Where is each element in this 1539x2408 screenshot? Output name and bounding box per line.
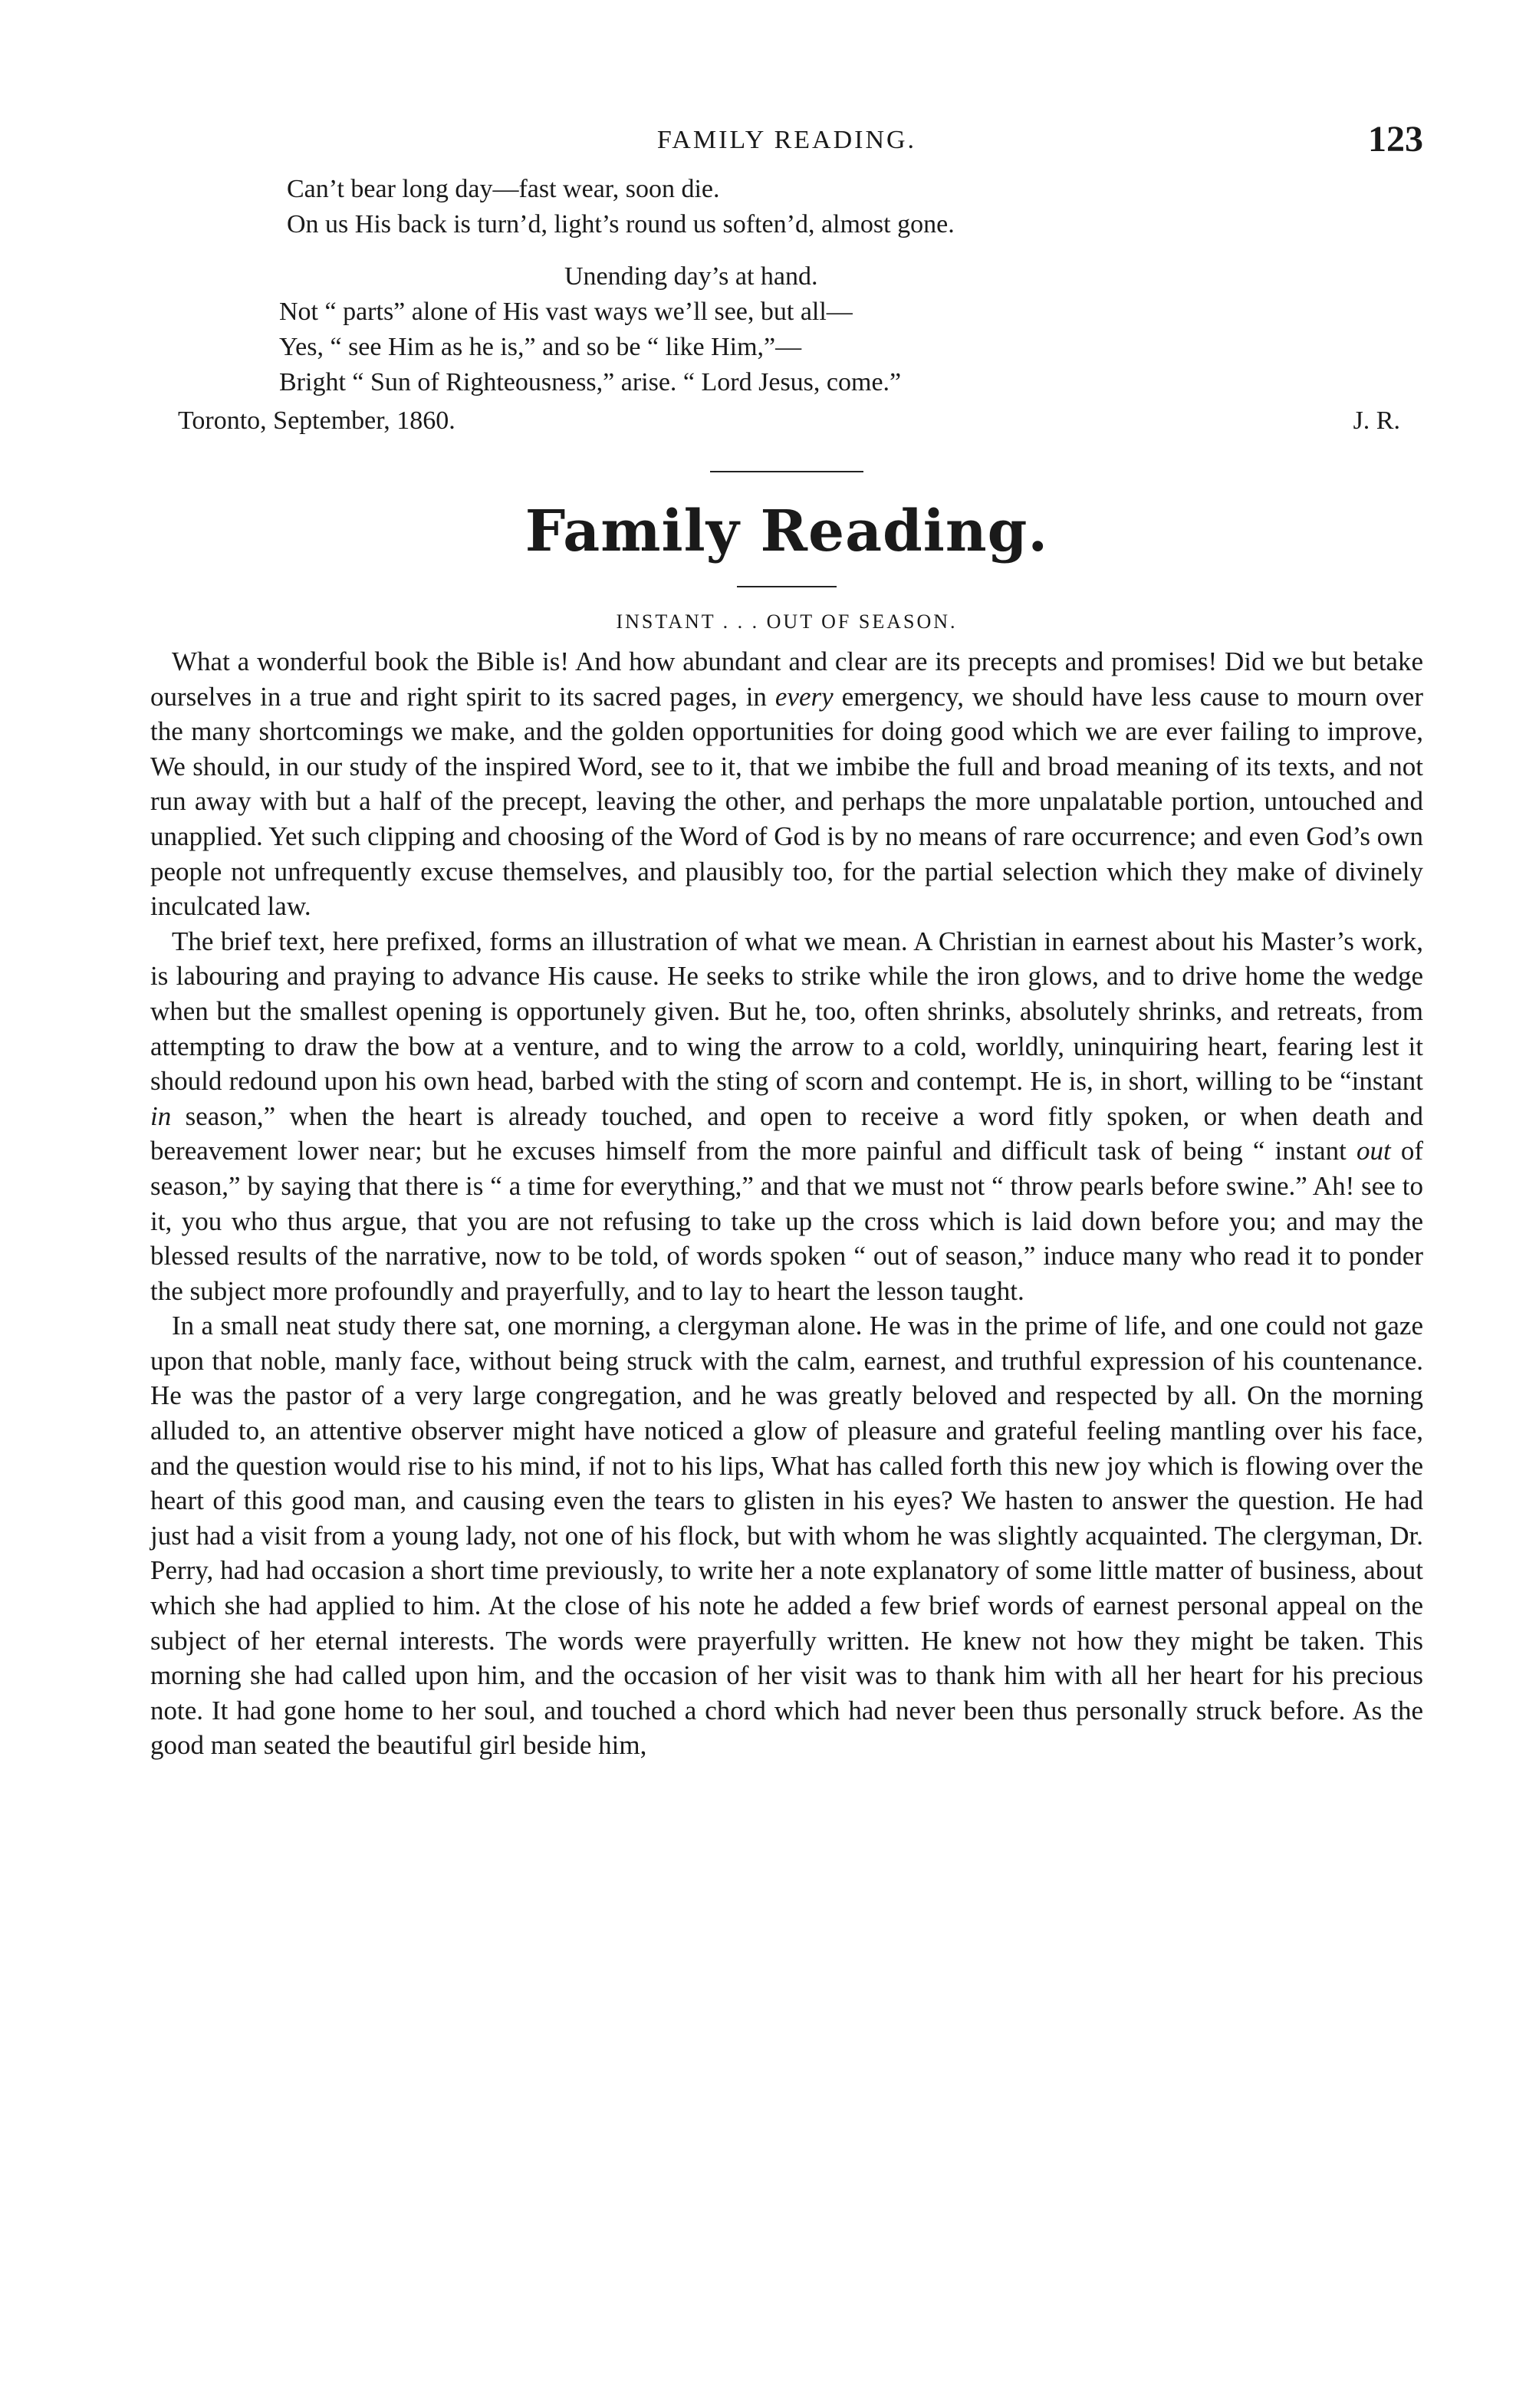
place-date: Toronto, September, 1860. [178,406,455,435]
divider-rule-short [737,586,837,587]
poem-line: Bright “ Sun of Righteousness,” arise. “ Lord Jesus, come.” [279,368,902,396]
poem-line: On us His back is turn’d, light’s round us soften’d, almost gone. [287,210,955,238]
page-number: 123 [1368,119,1423,160]
running-header [150,115,1423,161]
poem-fragment [150,172,1423,400]
article-heading: INSTANT . . . OUT OF SEASON. [616,610,958,633]
paragraph: The brief text, here prefixed, forms an illustration of what we mean. A Christian in earnest about his Master’s work, is labouring and praying to advance His cause. He seeks to strike while the iron glows, and to drive home the wedge when but the smallest opening is opportunely given. But he, too, often shrinks, absolutely shrinks, and retreats, from attempting to draw the bow at a venture, and to wing the arrow to a cold, worldly, uninquiring heart, fearing lest it should redound upon his own head, barbed with the sting of scorn and contempt. He is, in short, willing to be “instant in season,” when the heart is already touched, and open to receive a word fitly spoken, or when death and bereavement lower near; but he excuses himself from the more painful and difficult task of being “ instant out of season,” by saying that there is “ a time for everything,” and that we must not “ throw pearls before swine.” Ah! see to it, you who thus argue, that you are not refusing to take up the cross which is laid down before you; and may the blessed results of the narrative, now to be told, of words spoken “ out of season,” induce many who read it to ponder the subject more profoundly and prayerfully, and to lay to heart the lesson taught. [150,926,1424,1306]
article-body [150,644,1423,1763]
poem-line: Not “ parts” alone of His vast ways we’ll see, but all— [279,298,853,326]
paragraph: What a wonderful book the Bible is! And how abundant and clear are its precepts and promises! Did we but betake ourselves in a true and right spirit to its sacred pages, in every emergency, we should have less cause to mourn over the many shortcomings we make, and the golden opportunities for doing good which we are ever failing to improve, We should, in our study of the inspired Word, see to it, that we imbibe the full and broad meaning of its texts, and not run away with but a half of the precept, leaving the other, and perhaps the more unpalatable portion, untouched and unapplied. Yet such clipping and choosing of the Word of God is by no means of rare occurrence; and even God’s own people not unfrequently excuse themselves, and plausibly too, for the partial selection which they make of divinely inculcated law. [150,646,1423,922]
section-title: Family Reading. [525,498,1049,564]
poem-line: Unending day’s at hand. [564,262,818,291]
running-title: FAMILY READING. [656,126,917,154]
poem-signature [150,403,1423,439]
paragraph: In a small neat study there sat, one morning, a clergyman alone. He was in the prime of life, and one could not gaze upon that noble, manly face, without being struck with the calm, earnest, and truthful expression of his countenance. He was the pastor of a very large congregation, and he was greatly beloved and respected by all. On the morning alluded to, an attentive observer might have noticed a glow of pleasure and grateful feeling mantling over his face, and the question would rise to his mind, if not to his lips, What has called forth this new joy which is flowing over the heart of this good man, and causing even the tears to glisten in his eyes? We hasten to answer the question. He had just had a visit from a young lady, not one of his flock, but with whom he was slightly acquainted. The clergyman, Dr. Perry, had had occasion a short time previously, to write her a note explanatory of some little matter of business, about which she had applied to him. At the close of his note he added a few brief words of earnest personal appeal on the subject of her eternal interests. The words were prayerfully written. He knew not how they might be taken. This morning she had called upon him, and the occasion of her visit was to thank him with all her heart for his precious note. It had gone home to her soul, and touched a chord which had never been thus personally struck before. As the good man seated the beautiful girl beside him, [150,1311,1423,1761]
poem-line: Yes, “ see Him as he is,” and so be “ like Him,”— [279,333,802,361]
poem-line: Can’t bear long day—fast wear, soon die. [287,175,720,203]
author-initials: J. R. [1353,406,1400,435]
divider-rule [710,471,863,472]
book-page [150,115,1423,1763]
